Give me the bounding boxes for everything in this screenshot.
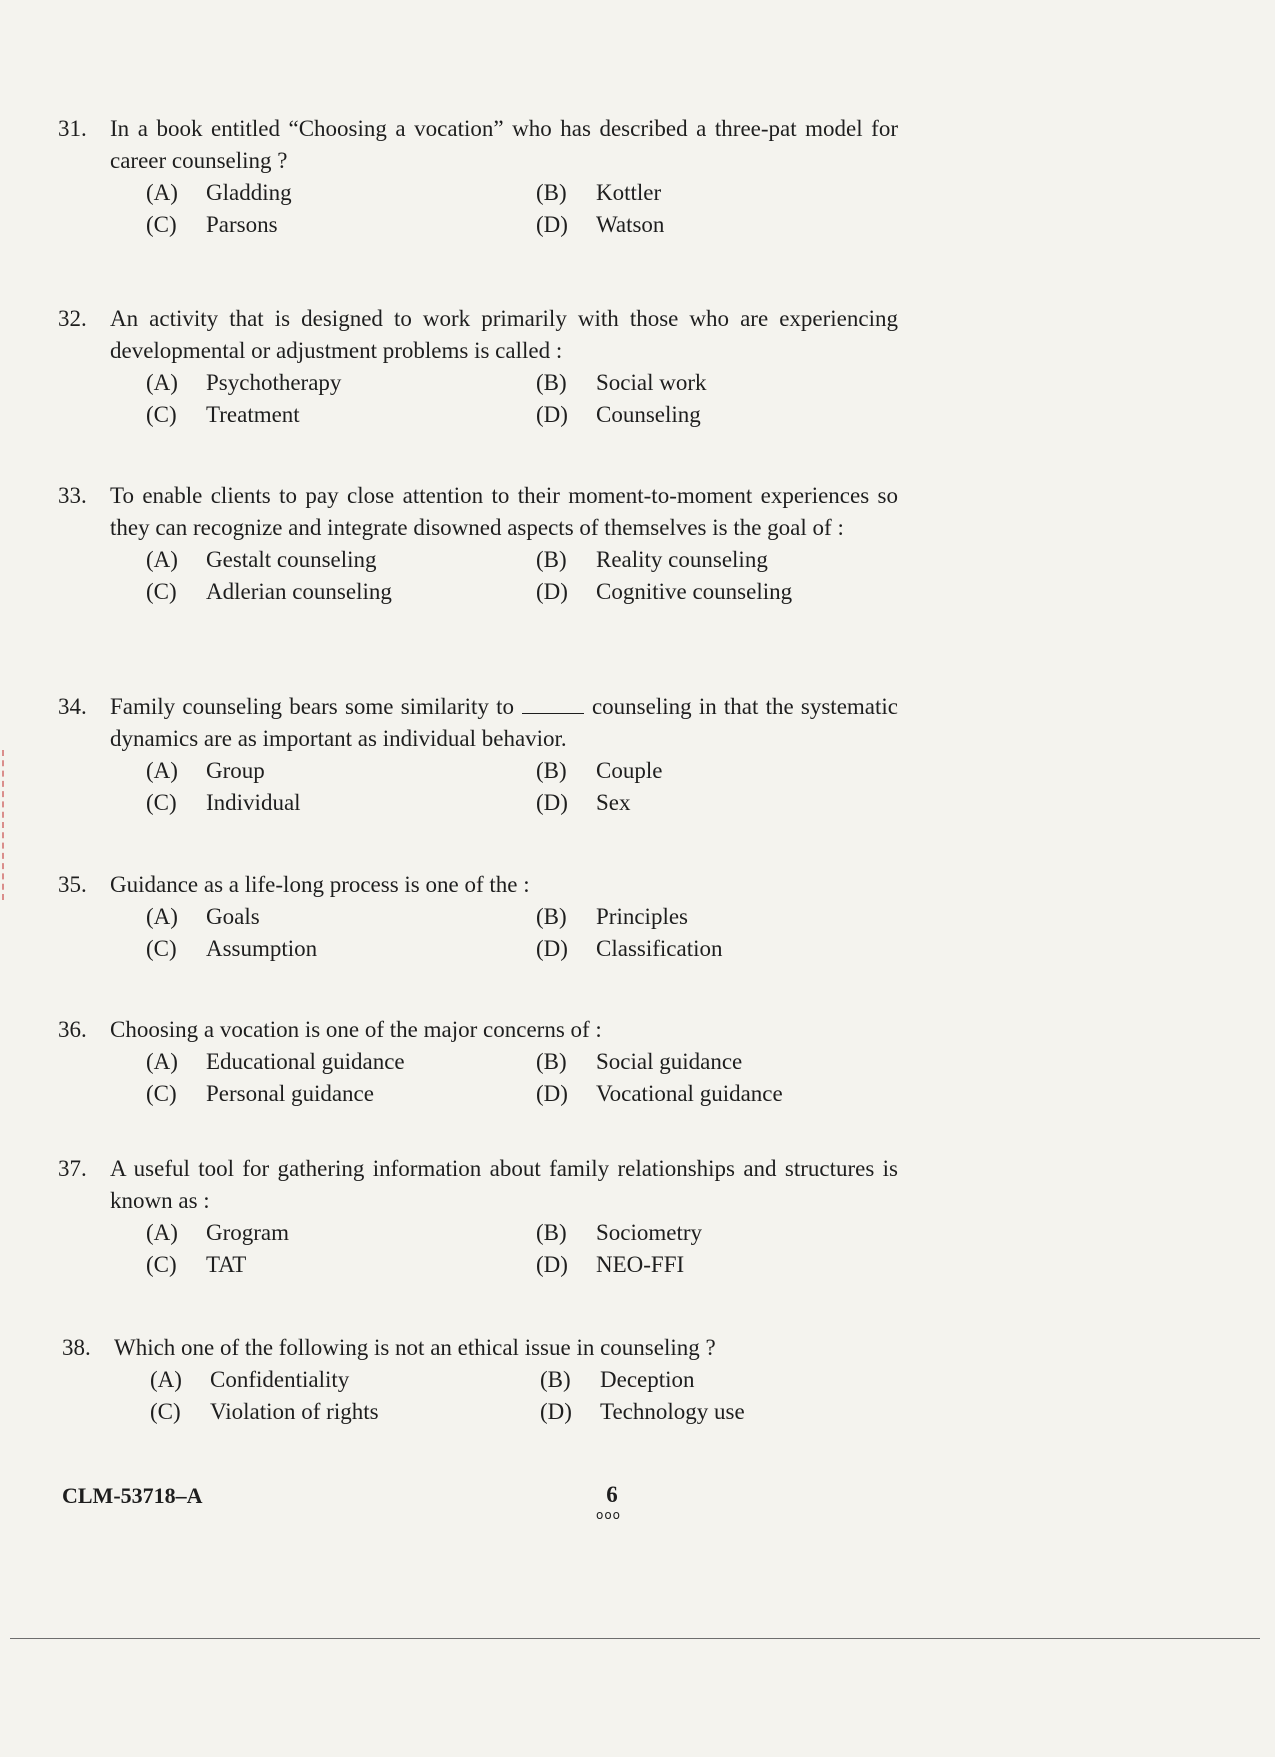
option-a: (A) Group: [146, 758, 265, 783]
paper-code: CLM-53718–A: [62, 1483, 203, 1508]
option-d: (D) Classification: [536, 936, 723, 961]
question-text: 38. Which one of the following is not an ethical issue in counseling ?: [62, 1332, 902, 1364]
option-c: (C) Violation of rights: [150, 1399, 379, 1424]
options: [58, 177, 898, 241]
question-number: 37.: [58, 1156, 87, 1181]
margin-marks: [2, 750, 6, 900]
question-number: 36.: [58, 1017, 87, 1042]
page-divider: [10, 1638, 1260, 1639]
question-36: [58, 1014, 898, 1110]
option-b: (B) Couple: [536, 758, 663, 783]
options: [58, 755, 898, 819]
question-text: 37. A useful tool for gathering information about family relationships and structures is known as :: [58, 1153, 898, 1217]
question-number: 35.: [58, 872, 87, 897]
option-b: (B) Reality counseling: [536, 547, 768, 572]
option-d: (D) Sex: [536, 790, 631, 815]
question-35: [58, 869, 898, 965]
option-a: (A) Educational guidance: [146, 1049, 405, 1074]
options: [58, 901, 898, 965]
page-end-mark: ooo: [596, 1508, 622, 1522]
question-text: 35. Guidance as a life-long process is one of the :: [58, 869, 898, 901]
option-d: (D) Technology use: [540, 1399, 745, 1424]
options: [58, 1217, 898, 1281]
option-c: (C) Personal guidance: [146, 1081, 374, 1106]
options: [58, 544, 898, 608]
option-d: (D) Vocational guidance: [536, 1081, 783, 1106]
question-number: 34.: [58, 694, 87, 719]
question-34: [58, 691, 898, 819]
option-c: (C) Treatment: [146, 402, 300, 427]
options: [62, 1364, 902, 1428]
question-text: 32. An activity that is designed to work primarily with those who are experiencing developmental or adjustment problems is called :: [58, 303, 898, 367]
option-b: (B) Social work: [536, 370, 707, 395]
question-33: [58, 480, 898, 608]
option-a: (A) Psychotherapy: [146, 370, 342, 395]
question-number: 31.: [58, 116, 87, 141]
question-text: 34. Family counseling bears some similarity to counseling in that the systematic dynamics are as important as individual behavior.: [58, 691, 898, 755]
option-a: (A) Gladding: [146, 180, 292, 205]
question-number: 32.: [58, 306, 87, 331]
question-text: 33. To enable clients to pay close attention to their moment-to-moment experiences so they can recognize and integrate disowned aspects of themselves is the goal of :: [58, 480, 898, 544]
question-text: 31. In a book entitled “Choosing a vocation” who has described a three-pat model for career counseling ?: [58, 113, 898, 177]
question-31: [58, 113, 898, 241]
option-d: (D) Cognitive counseling: [536, 579, 793, 604]
option-b: (B) Social guidance: [536, 1049, 743, 1074]
option-a: (A) Gestalt counseling: [146, 547, 377, 572]
page-number: 6: [606, 1482, 618, 1507]
option-d: (D) Counseling: [536, 402, 701, 427]
option-c: (C) Adlerian counseling: [146, 579, 392, 604]
option-d: (D) NEO-FFI: [536, 1252, 685, 1277]
option-c: (C) Parsons: [146, 212, 278, 237]
option-d: (D) Watson: [536, 212, 665, 237]
question-32: [58, 303, 898, 431]
option-b: (B) Principles: [536, 904, 688, 929]
option-a: (A) Confidentiality: [150, 1367, 350, 1392]
option-a: (A) Goals: [146, 904, 260, 929]
options: [58, 367, 898, 431]
question-38: [62, 1332, 902, 1428]
question-text: 36. Choosing a vocation is one of the major concerns of :: [58, 1014, 898, 1046]
option-a: (A) Grogram: [146, 1220, 290, 1245]
option-c: (C) Assumption: [146, 936, 318, 961]
option-b: (B) Kottler: [536, 180, 662, 205]
option-b: (B) Sociometry: [536, 1220, 703, 1245]
option-c: (C) TAT: [146, 1252, 247, 1277]
options: [58, 1046, 898, 1110]
answer-blank: [522, 695, 584, 714]
question-37: [58, 1153, 898, 1281]
question-number: 38.: [62, 1335, 91, 1360]
option-c: (C) Individual: [146, 790, 301, 815]
question-number: 33.: [58, 483, 87, 508]
option-b: (B) Deception: [540, 1367, 695, 1392]
